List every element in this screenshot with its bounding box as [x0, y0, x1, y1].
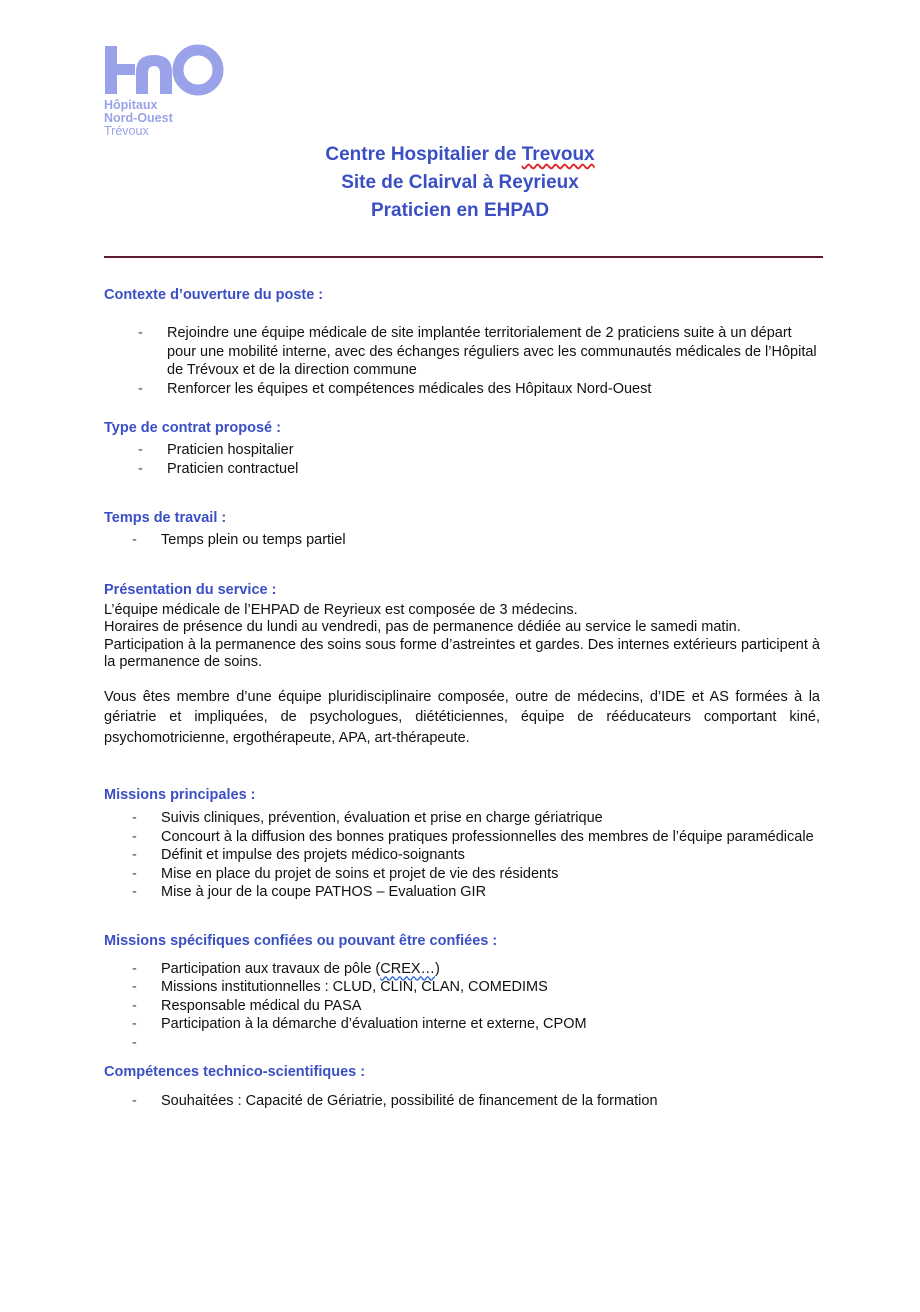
presentation-line-1: L’équipe médicale de l’EHPAD de Reyrieux est composée de 3 médecins. [104, 601, 578, 618]
presentation-paragraph-2: Vous êtes membre d’une équipe pluridisciplinaire composée, outre de médecins, d’IDE et AS formées à la gériatrie et impliquées, de psychologues, diététiciennes, équipe de rééducateurs comportant kiné, psychomotricienne, ergothérapeute, APA, art-thérapeute. [104, 688, 820, 746]
list-item: - [104, 1034, 820, 1053]
title-line-2: Site de Clairval à Reyrieux [341, 172, 579, 193]
list-item-text: Mise à jour de la coupe PATHOS – Evaluation GIR [161, 884, 487, 900]
list-item-suffix: ) [435, 960, 440, 977]
title-line-3: Praticien en EHPAD [370, 200, 550, 221]
hno-logo-mark [104, 44, 224, 96]
hno-logo [104, 44, 234, 138]
logo-line2: Nord-Ouest [104, 111, 173, 125]
list-item: - Mise en place du projet de soins et projet de vie des résidents [132, 865, 559, 882]
list-item: - Mise à jour de la coupe PATHOS – Evaluation GIR [132, 884, 487, 900]
list-item: - Rejoindre une équipe médicale de site implantée territorialement de 2 praticiens suite à un départ pour une mobilité interne, avec des échanges réguliers avec les communautés médicales de l’Hôpital de Trévoux et de la direction commune [138, 325, 817, 378]
list-item-text [161, 1035, 165, 1051]
presentation-line-3: Participation à la permanence des soins sous forme d’astreintes et gardes. Des internes extérieurs participent à la permanence de soins. [104, 636, 820, 670]
list-item: - Participation aux travaux de pôle (CREX…) [132, 960, 440, 977]
document-body [104, 286, 820, 1111]
title-city: Trevoux [521, 144, 595, 165]
list-item-text: Temps plein ou temps partiel [161, 532, 346, 548]
list-item-text: Souhaitées : Capacité de Gériatrie, possibilité de financement de la formation [161, 1093, 658, 1109]
list-item-text: Rejoindre une équipe médicale de site implantée territorialement de 2 praticiens suite à un départ pour une mobilité interne, avec des échanges réguliers avec les communautés médicales de l’Hôpital de Trévoux et de la direction commune [167, 325, 817, 378]
heading-missions: Missions principales : [104, 787, 256, 803]
list-item: - Praticien contractuel [138, 460, 299, 477]
list-missions [104, 809, 820, 902]
list-item: - Définit et impulse des projets médico-soignants [132, 847, 465, 863]
list-item-text: Missions institutionnelles : CLUD, CLIN, CLAN, COMEDIMS [161, 979, 548, 995]
document-title [0, 141, 920, 225]
heading-presentation: Présentation du service : [104, 581, 277, 598]
list-item-text: Renforcer les équipes et compétences médicales des Hôpitaux Nord-Ouest [167, 380, 652, 397]
heading-contexte: Contexte d’ouverture du poste : [104, 287, 324, 303]
list-temps [104, 531, 820, 550]
list-contrat [104, 441, 820, 478]
list-item-text: Concourt à la diffusion des bonnes pratiques professionnelles des membres de l’équipe paramédicale [161, 828, 814, 845]
heading-contrat: Type de contrat proposé : [104, 420, 281, 436]
list-item: - Responsable médical du PASA [132, 997, 362, 1014]
list-specifiques [104, 960, 820, 1053]
list-item: - Renforcer les équipes et compétences médicales des Hôpitaux Nord-Ouest [138, 380, 652, 397]
list-item-text: Praticien contractuel [167, 460, 299, 477]
list-item: - Temps plein ou temps partiel [132, 532, 346, 548]
list-competences [104, 1092, 820, 1111]
list-item: - Concourt à la diffusion des bonnes pratiques professionnelles des membres de l’équipe paramédicale [132, 828, 814, 845]
list-item: - Suivis cliniques, prévention, évaluation et prise en charge gériatrique [132, 810, 603, 826]
list-item: - Participation à la démarche d’évaluation interne et externe, CPOM [132, 1016, 587, 1032]
title-line-1 [0, 141, 920, 169]
list-item-text: Praticien hospitalier [167, 442, 294, 458]
list-item-text: Définit et impulse des projets médico-soignants [161, 847, 465, 863]
list-item: - Praticien hospitalier [138, 442, 294, 458]
title-divider [104, 256, 823, 258]
list-item-text: Suivis cliniques, prévention, évaluation et prise en charge gériatrique [161, 810, 603, 826]
heading-temps: Temps de travail : [104, 510, 227, 526]
title-line-1-prefix: Centre Hospitalier de [325, 144, 522, 165]
list-item-text: Participation aux travaux de pôle ( [161, 960, 381, 977]
heading-competences: Compétences technico-scientifiques : [104, 1064, 366, 1080]
list-contexte [104, 324, 820, 398]
logo-line1: Hôpitaux [104, 98, 158, 112]
crex-text: CREX… [380, 960, 436, 977]
list-item: - Missions institutionnelles : CLUD, CLIN, CLAN, COMEDIMS [132, 979, 548, 995]
presentation-text [104, 602, 820, 672]
presentation-line-2: Horaires de présence du lundi au vendredi, pas de permanence dédiée au service le samedi matin. [104, 619, 741, 635]
list-item-text: Mise en place du projet de soins et projet de vie des résidents [161, 865, 559, 882]
logo-line3: Trévoux [104, 124, 149, 138]
heading-specifiques: Missions spécifiques confiées ou pouvant être confiées : [104, 932, 498, 949]
list-item-text: Responsable médical du PASA [161, 997, 362, 1014]
list-item: - Souhaitées : Capacité de Gériatrie, possibilité de financement de la formation [132, 1093, 658, 1109]
list-item-text: Participation à la démarche d’évaluation interne et externe, CPOM [161, 1016, 587, 1032]
